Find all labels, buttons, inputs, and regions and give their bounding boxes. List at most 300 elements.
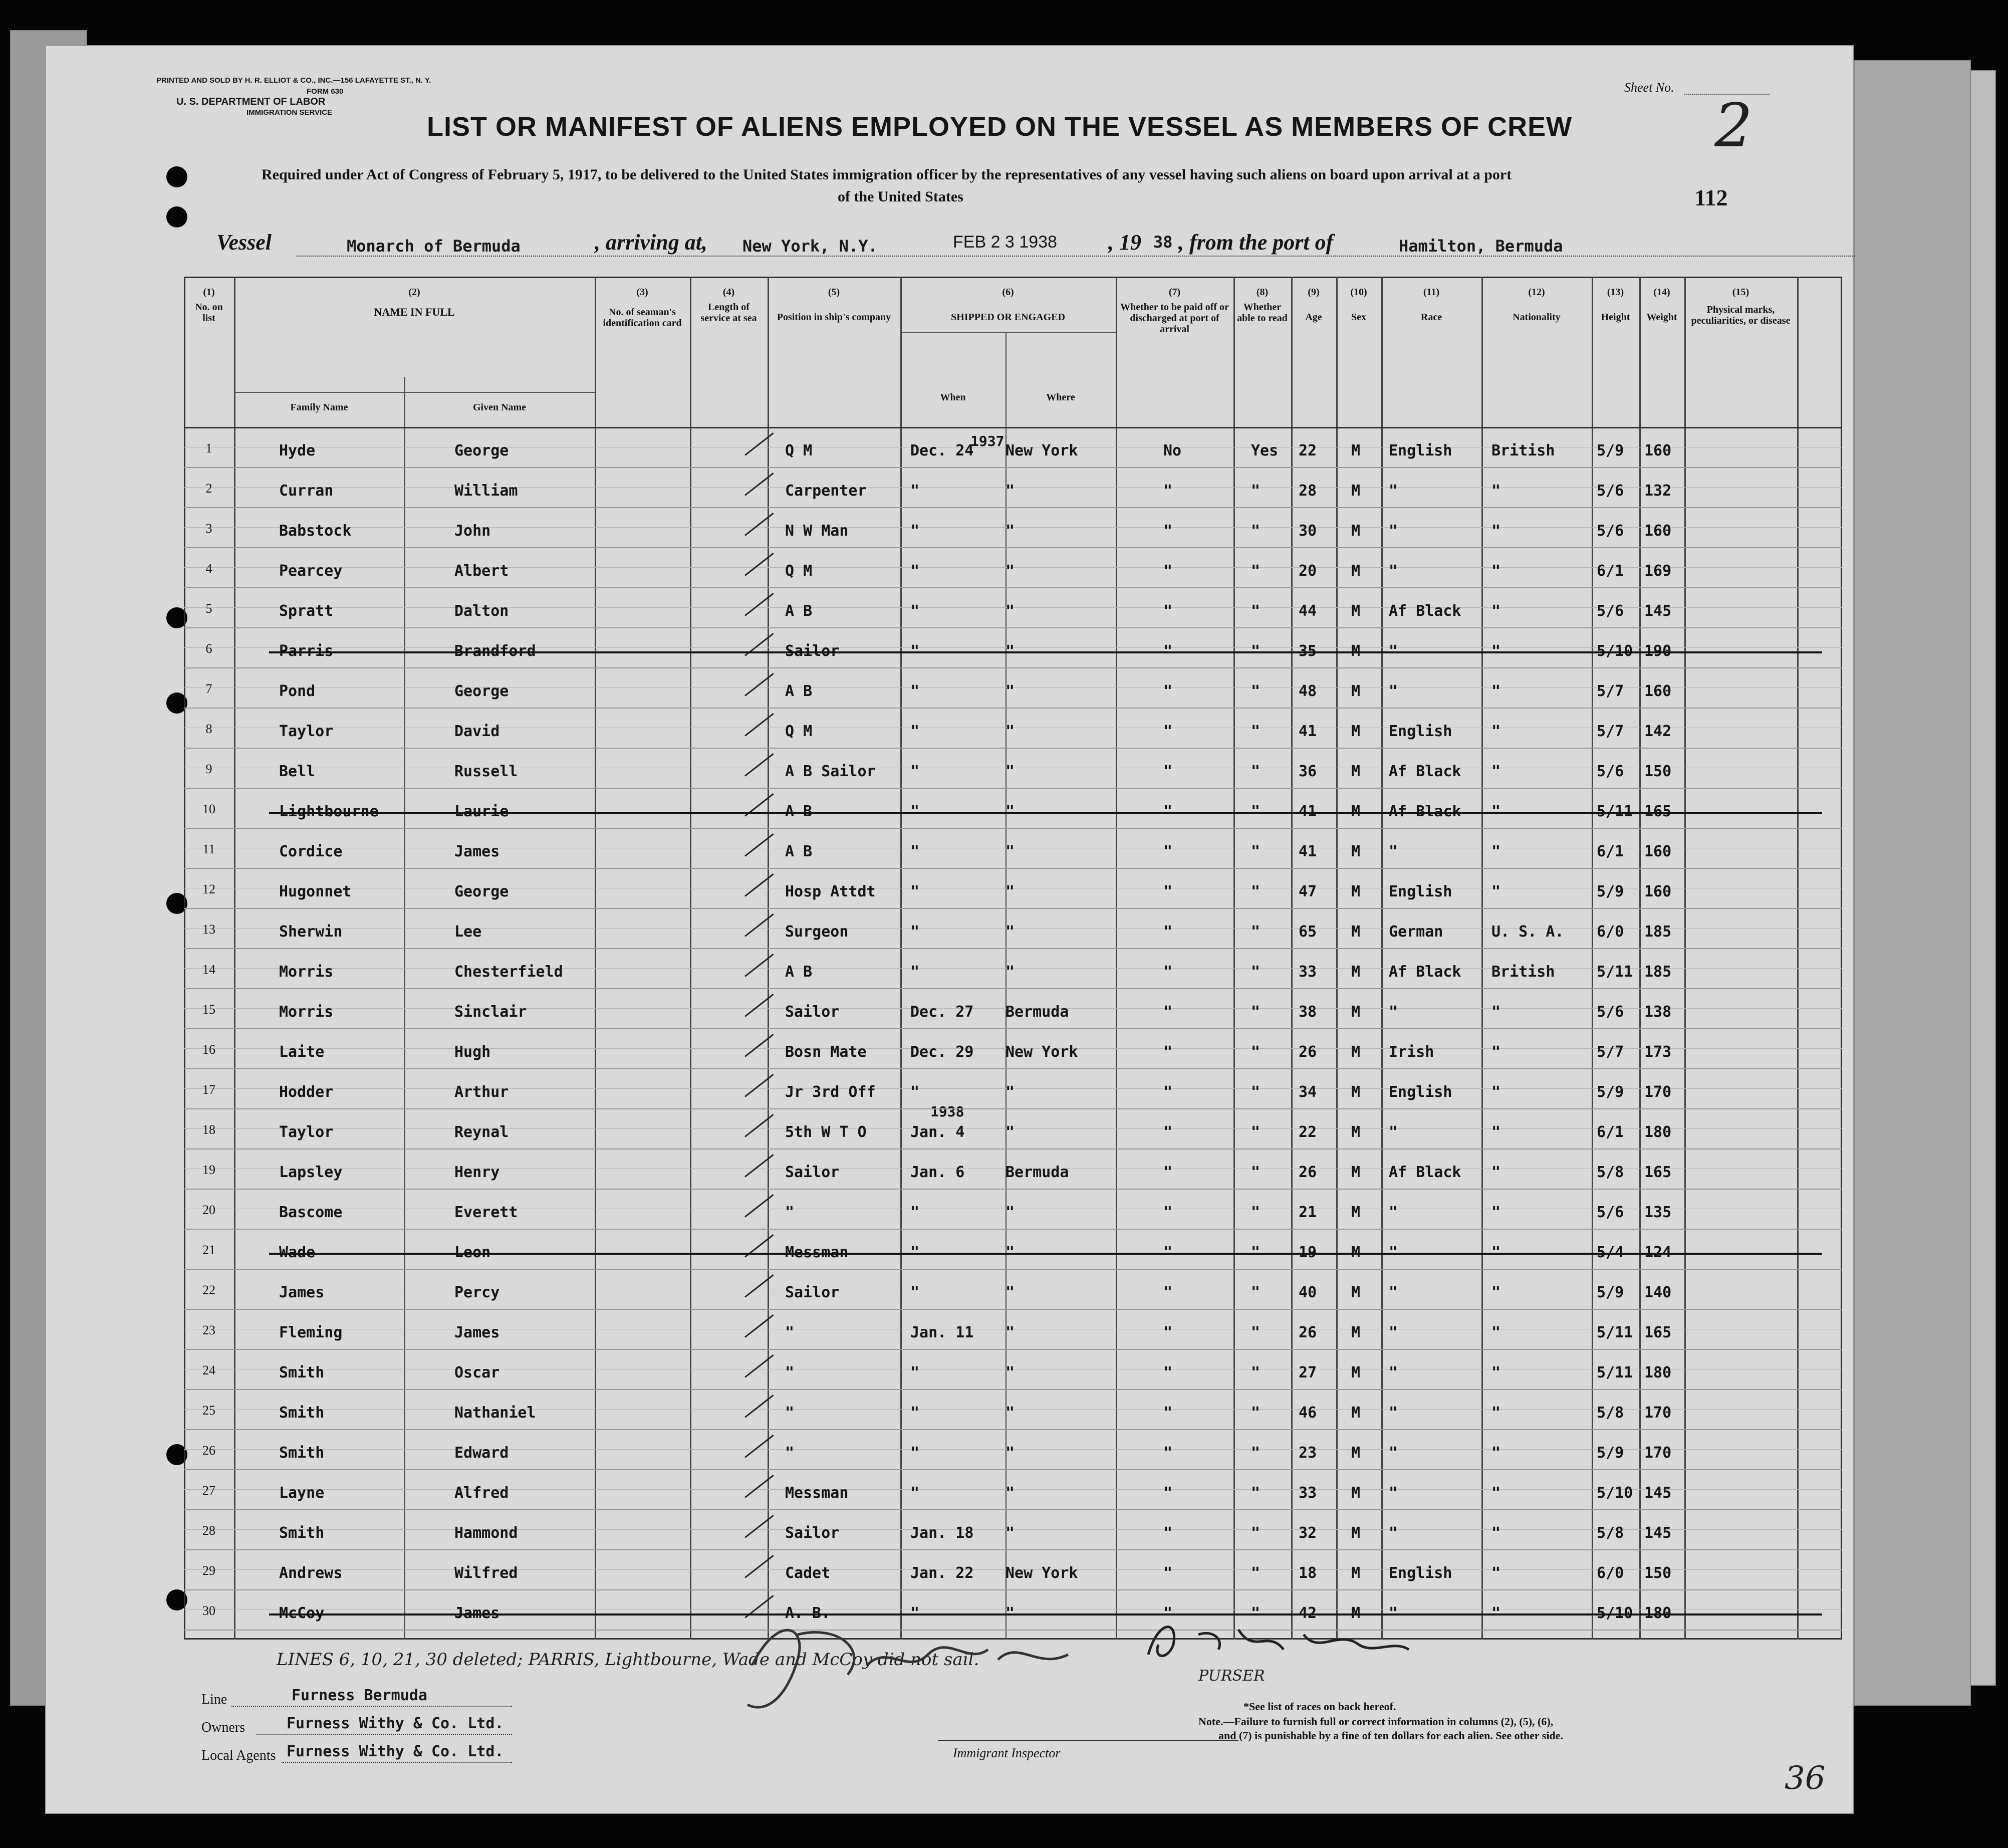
penalty-note: Note.—Failure to furnish full or correct information in columns (2), (5), (6), [1198, 1715, 1554, 1728]
cell-sex: M [1351, 1444, 1361, 1462]
cell-age: 41 [1299, 843, 1317, 860]
cell-weight: 150 [1644, 1564, 1672, 1582]
cell-position: Sailor [785, 1003, 840, 1021]
cell-family-name: McCoy [279, 1604, 325, 1622]
table-row [184, 1389, 1842, 1429]
cell-sex: M [1351, 1003, 1361, 1021]
cell-where: " [1006, 1364, 1015, 1381]
cell-when: Jan. 4 [910, 1123, 965, 1141]
cell-paid-off: " [1163, 803, 1173, 820]
cell-race: Af Black [1389, 763, 1461, 780]
cell-able-to-read: " [1251, 1003, 1261, 1021]
cell-family-name: Hyde [279, 442, 316, 459]
cell-race: " [1389, 682, 1398, 700]
cell-able-to-read: " [1251, 1324, 1261, 1341]
cell-when: " [910, 923, 920, 941]
cell-race: English [1389, 723, 1452, 740]
owners-label: Owners [201, 1720, 245, 1735]
manifest-sheet [45, 45, 1854, 1814]
cell-age: 26 [1299, 1164, 1317, 1181]
arriving-port: New York, N.Y. [742, 237, 878, 256]
cell-race: " [1389, 1204, 1398, 1221]
cell-sex: M [1351, 843, 1361, 860]
cell-where: " [1006, 1604, 1015, 1622]
form-number: FORM 630 [307, 87, 344, 96]
table-row [184, 1509, 1842, 1549]
cell-when: " [910, 1484, 920, 1502]
cell-when: " [910, 482, 920, 500]
cell-position: " [785, 1364, 795, 1381]
col-num: (2) [408, 287, 420, 298]
check-mark [744, 1274, 774, 1298]
service-name: IMMIGRATION SERVICE [246, 108, 333, 117]
cell-weight: 140 [1644, 1284, 1672, 1301]
cell-weight: 190 [1644, 642, 1672, 660]
cell-sex: M [1351, 522, 1361, 540]
cell-weight: 135 [1644, 1204, 1672, 1221]
row-number: 19 [202, 1163, 215, 1177]
row-number: 6 [205, 641, 212, 656]
cell-given-name: Leon [454, 1244, 491, 1261]
penalty-note-2: and (7) is punishable by a fine of ten dollars for each alien. See other side. [1218, 1729, 1563, 1742]
cell-nationality: British [1491, 442, 1555, 459]
deletion-note: LINES 6, 10, 21, 30 deleted; PARRIS, Lightbourne, Wade and McCoy did not sail. [277, 1650, 979, 1670]
cell-given-name: Brandford [454, 642, 536, 660]
page-mark: 36 [1785, 1760, 1826, 1797]
cell-given-name: James [454, 1604, 500, 1622]
cell-race: " [1389, 1364, 1398, 1381]
cell-position: Carpenter [785, 482, 867, 500]
cell-paid-off: " [1163, 1284, 1173, 1301]
cell-nationality: " [1491, 1123, 1501, 1141]
cell-weight: 180 [1644, 1123, 1672, 1141]
cell-when: Jan. 18 [910, 1524, 974, 1542]
cell-given-name: James [454, 1324, 500, 1341]
cell-able-to-read: " [1251, 642, 1261, 660]
cell-where: " [1006, 1083, 1015, 1101]
cell-height: 5/6 [1597, 602, 1624, 620]
agents-value: Furness Withy & Co. Ltd. [287, 1743, 504, 1760]
cell-when: " [910, 803, 920, 820]
check-mark [744, 994, 774, 1017]
cell-able-to-read: " [1251, 682, 1261, 700]
cell-height: 5/9 [1597, 1284, 1624, 1301]
cell-given-name: George [454, 442, 509, 459]
sheet-number: 2 [1714, 91, 1753, 161]
row-number: 26 [202, 1443, 215, 1458]
cell-nationality: " [1491, 1404, 1501, 1422]
cell-where: " [1006, 562, 1015, 580]
cell-family-name: Lapsley [279, 1164, 343, 1181]
cell-where: " [1006, 723, 1015, 740]
cell-able-to-read: Yes [1251, 442, 1279, 459]
cell-given-name: Wilfred [454, 1564, 518, 1582]
row-number: 11 [202, 842, 215, 856]
table-row [184, 1269, 1842, 1309]
col-num: (1) [203, 287, 215, 298]
cell-paid-off: " [1163, 562, 1173, 580]
cell-when: " [910, 1604, 920, 1622]
cell-age: 18 [1299, 1564, 1317, 1582]
cell-height: 6/0 [1597, 923, 1624, 941]
table-row [184, 507, 1842, 547]
cell-paid-off: " [1163, 1484, 1173, 1502]
cell-weight: 165 [1644, 1164, 1672, 1181]
cell-where: " [1006, 522, 1015, 540]
cell-when: " [910, 1444, 920, 1462]
cell-able-to-read: " [1251, 723, 1261, 740]
cell-weight: 170 [1644, 1444, 1672, 1462]
cell-given-name: Reynal [454, 1123, 509, 1141]
cell-where: " [1006, 963, 1015, 981]
row-number: 20 [202, 1203, 215, 1217]
cell-age: 20 [1299, 562, 1317, 580]
cell-position: Messman [785, 1244, 849, 1261]
cell-when: " [910, 763, 920, 780]
cell-when: " [910, 682, 920, 700]
cell-able-to-read: " [1251, 923, 1261, 941]
row-number: 14 [202, 962, 215, 977]
cell-position: Q M [785, 562, 813, 580]
cell-family-name: Bell [279, 763, 316, 780]
cell-sex: M [1351, 1524, 1361, 1542]
cell-age: 46 [1299, 1404, 1317, 1422]
cell-when: " [910, 602, 920, 620]
cell-paid-off: " [1163, 1043, 1173, 1061]
cell-age: 41 [1299, 723, 1317, 740]
cell-position: Jr 3rd Off [785, 1083, 876, 1101]
cell-sex: M [1351, 1484, 1361, 1502]
cell-nationality: " [1491, 1043, 1501, 1061]
purser-signature [1138, 1609, 1419, 1670]
inspector-signature-scribble [737, 1604, 1088, 1725]
agents-label: Local Agents [201, 1748, 276, 1763]
cell-family-name: Layne [279, 1484, 325, 1502]
cell-position: A B Sailor [785, 763, 876, 780]
cell-sex: M [1351, 883, 1361, 900]
cell-nationality: " [1491, 562, 1501, 580]
check-mark [744, 1114, 774, 1137]
cell-sex: M [1351, 1204, 1361, 1221]
cell-where: " [1006, 1204, 1015, 1221]
row-number: 30 [202, 1603, 215, 1618]
cell-where: " [1006, 1123, 1015, 1141]
cell-race: Af Black [1389, 963, 1461, 981]
col-header-race: Race [1420, 312, 1442, 323]
cell-weight: 160 [1644, 522, 1672, 540]
cell-paid-off: " [1163, 1324, 1173, 1341]
col-num: (7) [1168, 287, 1181, 298]
cell-sex: M [1351, 602, 1361, 620]
cell-height: 5/9 [1597, 883, 1624, 900]
cell-sex: M [1351, 482, 1361, 500]
cell-position: Bosn Mate [785, 1043, 867, 1061]
row-number: 5 [205, 601, 212, 616]
cell-nationality: British [1491, 963, 1555, 981]
cell-where: " [1006, 1524, 1015, 1542]
cell-position: Q M [785, 442, 813, 459]
cell-given-name: William [454, 482, 518, 500]
cell-nationality: " [1491, 1284, 1501, 1301]
page-title: LIST OR MANIFEST OF ALIENS EMPLOYED ON THE VESSEL AS MEMBERS OF CREW [427, 112, 1573, 142]
cell-weight: 124 [1644, 1244, 1672, 1261]
cell-sex: M [1351, 1123, 1361, 1141]
cell-sex: M [1351, 642, 1361, 660]
line-underline [231, 1706, 512, 1707]
cell-able-to-read: " [1251, 1364, 1261, 1381]
cell-family-name: Taylor [279, 723, 334, 740]
row-number: 12 [202, 882, 215, 896]
cell-sex: M [1351, 1083, 1361, 1101]
col-num: (10) [1350, 287, 1367, 298]
cell-race: " [1389, 1524, 1398, 1542]
cell-paid-off: " [1163, 602, 1173, 620]
row-number: 3 [205, 521, 212, 536]
col-num: (4) [722, 287, 735, 298]
col-header-given: Given Name [472, 402, 527, 413]
cell-race: Af Black [1389, 1164, 1461, 1181]
cell-age: 26 [1299, 1324, 1317, 1341]
cell-family-name: Spratt [279, 602, 334, 620]
cell-paid-off: " [1163, 763, 1173, 780]
cell-given-name: Russell [454, 763, 518, 780]
cell-where: " [1006, 1244, 1015, 1261]
cell-able-to-read: " [1251, 843, 1261, 860]
cell-height: 5/11 [1597, 1364, 1633, 1381]
cell-nationality: " [1491, 1524, 1501, 1542]
col-num: (9) [1308, 287, 1320, 298]
cell-position: Surgeon [785, 923, 849, 941]
cell-nationality: " [1491, 1604, 1501, 1622]
table-row [184, 1429, 1842, 1469]
cell-given-name: Henry [454, 1164, 500, 1181]
cell-race: " [1389, 1404, 1398, 1422]
cell-nationality: " [1491, 1484, 1501, 1502]
cell-when: " [910, 1284, 920, 1301]
cell-age: 21 [1299, 1204, 1317, 1221]
cell-age: 42 [1299, 1604, 1317, 1622]
cell-given-name: Everett [454, 1204, 518, 1221]
col-header-read: Whether able to read [1237, 302, 1288, 324]
cell-paid-off: " [1163, 843, 1173, 860]
cell-age: 26 [1299, 1043, 1317, 1061]
cell-able-to-read: " [1251, 522, 1261, 540]
header-rule [234, 392, 595, 393]
cell-able-to-read: " [1251, 1164, 1261, 1181]
cell-paid-off: " [1163, 1083, 1173, 1101]
cell-race: " [1389, 1324, 1398, 1341]
cell-height: 5/6 [1597, 482, 1624, 500]
cell-race: Irish [1389, 1043, 1434, 1061]
cell-able-to-read: " [1251, 602, 1261, 620]
row-number: 23 [202, 1323, 215, 1337]
check-mark [744, 673, 774, 697]
check-mark [744, 1314, 774, 1338]
table-row [184, 427, 1842, 467]
cell-paid-off: " [1163, 1003, 1173, 1021]
cell-weight: 165 [1644, 803, 1672, 820]
cell-able-to-read: " [1251, 1043, 1261, 1061]
deletion-strikethrough [269, 651, 1822, 653]
cell-when: Dec. 24 [910, 442, 974, 459]
row-number: 8 [205, 722, 212, 736]
cell-where: New York [1006, 442, 1078, 459]
cell-age: 44 [1299, 602, 1317, 620]
cell-race: " [1389, 1284, 1398, 1301]
cell-position: A B [785, 843, 813, 860]
department-name: U. S. DEPARTMENT OF LABOR [176, 96, 326, 107]
row-number: 2 [205, 481, 212, 496]
cell-sex: M [1351, 442, 1361, 459]
cell-where: " [1006, 1404, 1015, 1422]
cell-given-name: Arthur [454, 1083, 509, 1101]
cell-paid-off: " [1163, 1204, 1173, 1221]
cell-height: 5/6 [1597, 1003, 1624, 1021]
table-row [184, 1229, 1842, 1269]
col-num: (13) [1607, 287, 1624, 298]
from-port: Hamilton, Bermuda [1399, 237, 1563, 256]
table-row [184, 1189, 1842, 1229]
table-row [184, 988, 1842, 1028]
cell-paid-off: " [1163, 642, 1173, 660]
cell-race: German [1389, 923, 1443, 941]
row-number: 22 [202, 1283, 215, 1297]
subtitle: Required under Act of Congress of February 5, 1917, to be delivered to the United States immigration officer by the representatives of any vessel having such aliens on board upon arrival at a port [262, 166, 1512, 183]
cell-height: 5/11 [1597, 963, 1633, 981]
row-number: 7 [205, 681, 212, 696]
cell-position: " [785, 1324, 795, 1341]
line-value: Furness Bermuda [292, 1687, 427, 1704]
cell-family-name: Andrews [279, 1564, 343, 1582]
cell-paid-off: " [1163, 1524, 1173, 1542]
check-mark [744, 954, 774, 977]
cell-weight: 145 [1644, 1484, 1672, 1502]
cell-nationality: " [1491, 1164, 1501, 1181]
cell-age: 22 [1299, 1123, 1317, 1141]
check-mark [744, 1154, 774, 1178]
deletion-strikethrough [269, 812, 1822, 814]
cell-when: " [910, 963, 920, 981]
cell-age: 41 [1299, 803, 1317, 820]
col-header-id-card: No. of seaman's identification card [603, 307, 682, 329]
cell-height: 6/1 [1597, 562, 1624, 580]
table-row [184, 1068, 1842, 1108]
cell-paid-off: " [1163, 1604, 1173, 1622]
cell-sex: M [1351, 1404, 1361, 1422]
cell-where: Bermuda [1006, 1164, 1069, 1181]
cell-weight: 169 [1644, 562, 1672, 580]
cell-weight: 173 [1644, 1043, 1672, 1061]
check-mark [744, 833, 774, 857]
cell-nationality: " [1491, 1444, 1501, 1462]
cell-position: Sailor [785, 1284, 840, 1301]
cell-race: " [1389, 1003, 1398, 1021]
table-row [184, 467, 1842, 507]
cell-able-to-read: " [1251, 763, 1261, 780]
cell-nationality: " [1491, 1204, 1501, 1221]
cell-when: Jan. 11 [910, 1324, 974, 1341]
sheet-number-label: Sheet No. [1624, 80, 1674, 95]
cell-able-to-read: " [1251, 562, 1261, 580]
cell-position: 5th W T O [785, 1123, 867, 1141]
cell-given-name: Sinclair [454, 1003, 527, 1021]
cell-sex: M [1351, 763, 1361, 780]
cell-position: Messman [785, 1484, 849, 1502]
cell-race: " [1389, 562, 1398, 580]
purser-label: PURSER [1198, 1667, 1265, 1685]
row-number: 16 [202, 1042, 215, 1057]
cell-weight: 185 [1644, 923, 1672, 941]
cell-paid-off: No [1163, 442, 1182, 459]
cell-nationality: " [1491, 883, 1501, 900]
cell-family-name: Curran [279, 482, 334, 500]
cell-family-name: Pearcey [279, 562, 343, 580]
row-number: 10 [202, 802, 215, 816]
cell-sex: M [1351, 1324, 1361, 1341]
cell-when: " [910, 1364, 920, 1381]
cell-race: English [1389, 1564, 1452, 1582]
cell-when: Jan. 6 [910, 1164, 965, 1181]
check-mark [744, 1555, 774, 1578]
cell-able-to-read: " [1251, 803, 1261, 820]
cell-weight: 150 [1644, 763, 1672, 780]
table-row [184, 788, 1842, 828]
table-row [184, 828, 1842, 868]
cell-paid-off: " [1163, 963, 1173, 981]
cell-sex: M [1351, 1604, 1361, 1622]
cell-given-name: Dalton [454, 602, 509, 620]
check-mark [744, 913, 774, 937]
cell-height: 5/4 [1597, 1244, 1624, 1261]
owners-value: Furness Withy & Co. Ltd. [287, 1715, 504, 1732]
table-row [184, 1469, 1842, 1509]
cell-height: 5/8 [1597, 1404, 1624, 1422]
check-mark [744, 513, 774, 536]
cell-nationality: " [1491, 723, 1501, 740]
check-mark [744, 753, 774, 777]
cell-given-name: Edward [454, 1444, 509, 1462]
cell-when: Dec. 29 [910, 1043, 974, 1061]
cell-family-name: Smith [279, 1524, 325, 1542]
cell-able-to-read: " [1251, 1244, 1261, 1261]
cell-weight: 160 [1644, 843, 1672, 860]
cell-position: Q M [785, 723, 813, 740]
cell-where: " [1006, 843, 1015, 860]
row-number: 13 [202, 922, 215, 937]
cell-paid-off: " [1163, 1123, 1173, 1141]
col-num: (8) [1256, 287, 1269, 298]
cell-where: " [1006, 682, 1015, 700]
row-number: 21 [202, 1243, 215, 1257]
check-mark [744, 1194, 774, 1218]
cell-where: New York [1006, 1564, 1078, 1582]
check-mark [744, 593, 774, 616]
cell-able-to-read: " [1251, 1604, 1261, 1622]
cell-age: 38 [1299, 1003, 1317, 1021]
cell-age: 22 [1299, 442, 1317, 459]
row-number: 18 [202, 1122, 215, 1137]
page-code: 112 [1694, 185, 1728, 210]
cell-height: 5/9 [1597, 1444, 1624, 1462]
cell-height: 6/1 [1597, 1123, 1624, 1141]
cell-family-name: Smith [279, 1364, 325, 1381]
year-note: 1938 [930, 1103, 964, 1120]
cell-where: " [1006, 602, 1015, 620]
subtitle-line-2: of the United States [838, 188, 963, 205]
cell-position: A B [785, 963, 813, 981]
col-num: (14) [1653, 287, 1670, 298]
table-row [184, 948, 1842, 988]
